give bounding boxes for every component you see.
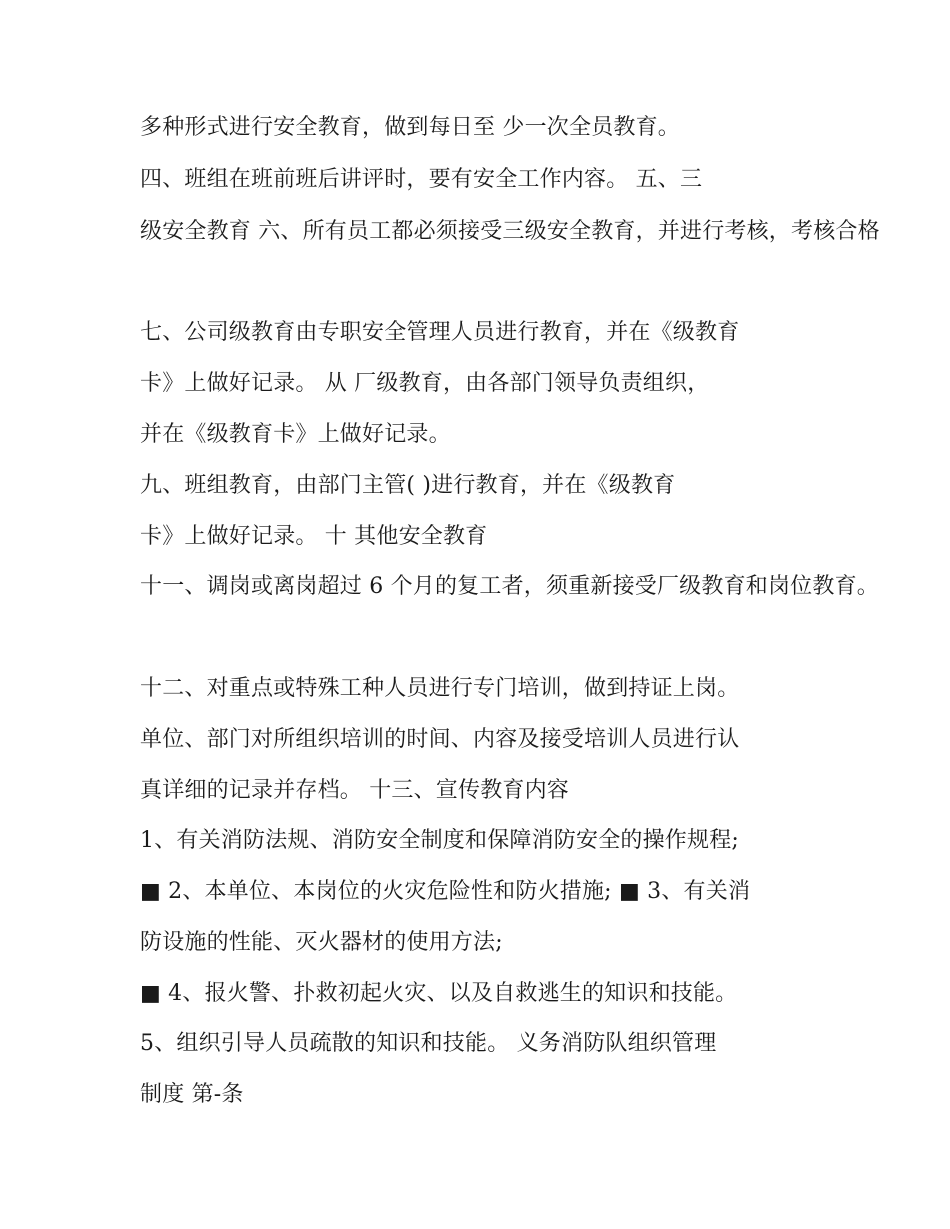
- text-line: 多种形式进行安全教育，做到每日至 少一次全员教育。: [140, 115, 680, 140]
- text-line: 十一、调岗或离岗超过 6 个月的复工者，须重新接受厂级教育和岗位教育。: [140, 574, 879, 599]
- text-line: 并在《级教育卡》上做好记录。: [140, 422, 451, 447]
- text-line: 卡》上做好记录。 从 厂级教育，由各部门领导负责组织，: [140, 371, 710, 396]
- text-line: 5、组织引导人员疏散的知识和技能。 义务消防队组织管理: [140, 1031, 717, 1056]
- text-line: 单位、部门对所组织培训的时间、内容及接受培训人员进行认: [140, 727, 740, 752]
- text-line: 卡》上做好记录。 十 其他安全教育: [140, 524, 488, 549]
- text-line: ■ 4、报火警、扑救初起火灾、以及自救逃生的知识和技能。: [140, 981, 738, 1006]
- text-line: 1、有关消防法规、消防安全制度和保障消防安全的操作规程;: [140, 828, 740, 853]
- text-line: 制度 第-条: [140, 1082, 244, 1107]
- text-line: 四、班组在班前班后讲评时，要有安全工作内容。 五、三: [140, 167, 703, 192]
- text-line: 防设施的性能、灭火器材的使用方法;: [140, 930, 503, 955]
- text-line: 七、公司级教育由专职安全管理人员进行教育，并在《级教育: [140, 320, 740, 345]
- text-line: ■ 2、本单位、本岗位的火灾危险性和防火措施; ■ 3、有关消: [140, 879, 751, 904]
- text-line: 真详细的记录并存档。 十三、宣传教育内容: [140, 778, 569, 803]
- text-line: 九、班组教育，由部门主管( )进行教育，并在《级教育: [140, 473, 676, 498]
- text-line: 级安全教育 六、所有员工都必须接受三级安全教育，并进行考核，考核合格: [140, 219, 880, 244]
- text-line: 十二、对重点或特殊工种人员进行专门培训，做到持证上岗。: [140, 676, 740, 701]
